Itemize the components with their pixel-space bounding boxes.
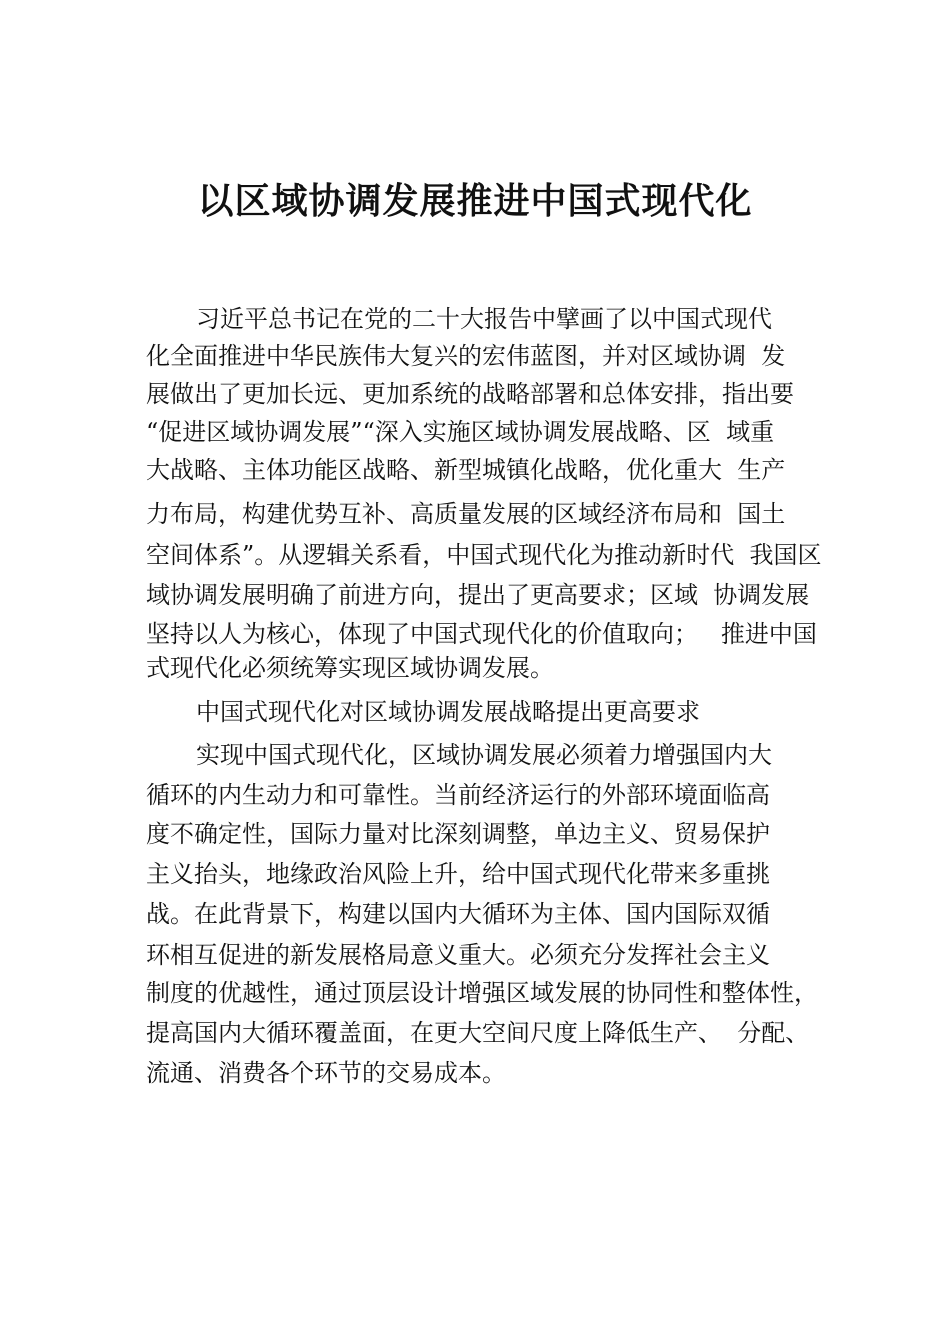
paragraph-2-line-6: 环相互促进的新发展格局意义重大。必须充分发挥社会主义 — [146, 941, 770, 969]
paragraph-1-line-7: 空间体系”。从逻辑关系看，中国式现代化为推动新时代 我国区 — [146, 541, 822, 569]
paragraph-1-line-5: 大战略、主体功能区战略、新型城镇化战略，优化重大 生产 — [146, 456, 786, 484]
paragraph-1-line-3: 展做出了更加长远、更加系统的战略部署和总体安排，指出要 — [146, 380, 794, 408]
paragraph-2-line-7: 制度的优越性，通过顶层设计增强区域发展的协同性和整体性， — [146, 979, 818, 1007]
paragraph-1-line-6: 力布局，构建优势互补、高质量发展的区域经济布局和 国土 — [146, 500, 786, 528]
paragraph-1-line-2: 化全面推进中华民族伟大复兴的宏伟蓝图，并对区域协调 发 — [146, 342, 786, 370]
paragraph-2-line-5: 战。在此背景下，构建以国内大循环为主体、国内国际双循 — [146, 900, 770, 928]
paragraph-2-line-4: 主义抬头，地缘政治风险上升，给中国式现代化带来多重挑 — [146, 860, 770, 888]
paragraph-2-line-1: 实现中国式现代化，区域协调发展必须着力增强国内大 — [196, 741, 772, 769]
paragraph-1-line-1: 习近平总书记在党的二十大报告中擘画了以中国式现代 — [196, 305, 772, 333]
paragraph-1-line-4: “促进区域协调发展”“深入实施区域协调发展战略、区 域重 — [146, 418, 775, 446]
paragraph-1-line-9: 坚持以人为核心，体现了中国式现代化的价值取向； 推进中国 — [146, 620, 817, 648]
paragraph-2-line-3: 度不确定性，国际力量对比深刻调整，单边主义、贸易保护 — [146, 820, 770, 848]
document-title: 以区域协调发展推进中国式现代化 — [197, 181, 753, 222]
section-heading: 中国式现代化对区域协调发展战略提出更高要求 — [196, 698, 700, 726]
paragraph-1-line-10: 式现代化必须统筹实现区域协调发展。 — [146, 654, 554, 682]
paragraph-2-line-9: 流通、消费各个环节的交易成本。 — [146, 1059, 506, 1087]
paragraph-2-line-8: 提高国内大循环覆盖面，在更大空间尺度上降低生产、 分配、 — [146, 1019, 810, 1047]
paragraph-1-line-8: 域协调发展明确了前进方向，提出了更高要求；区域 协调发展 — [146, 581, 810, 609]
paragraph-2-line-2: 循环的内生动力和可靠性。当前经济运行的外部环境面临高 — [146, 781, 770, 809]
